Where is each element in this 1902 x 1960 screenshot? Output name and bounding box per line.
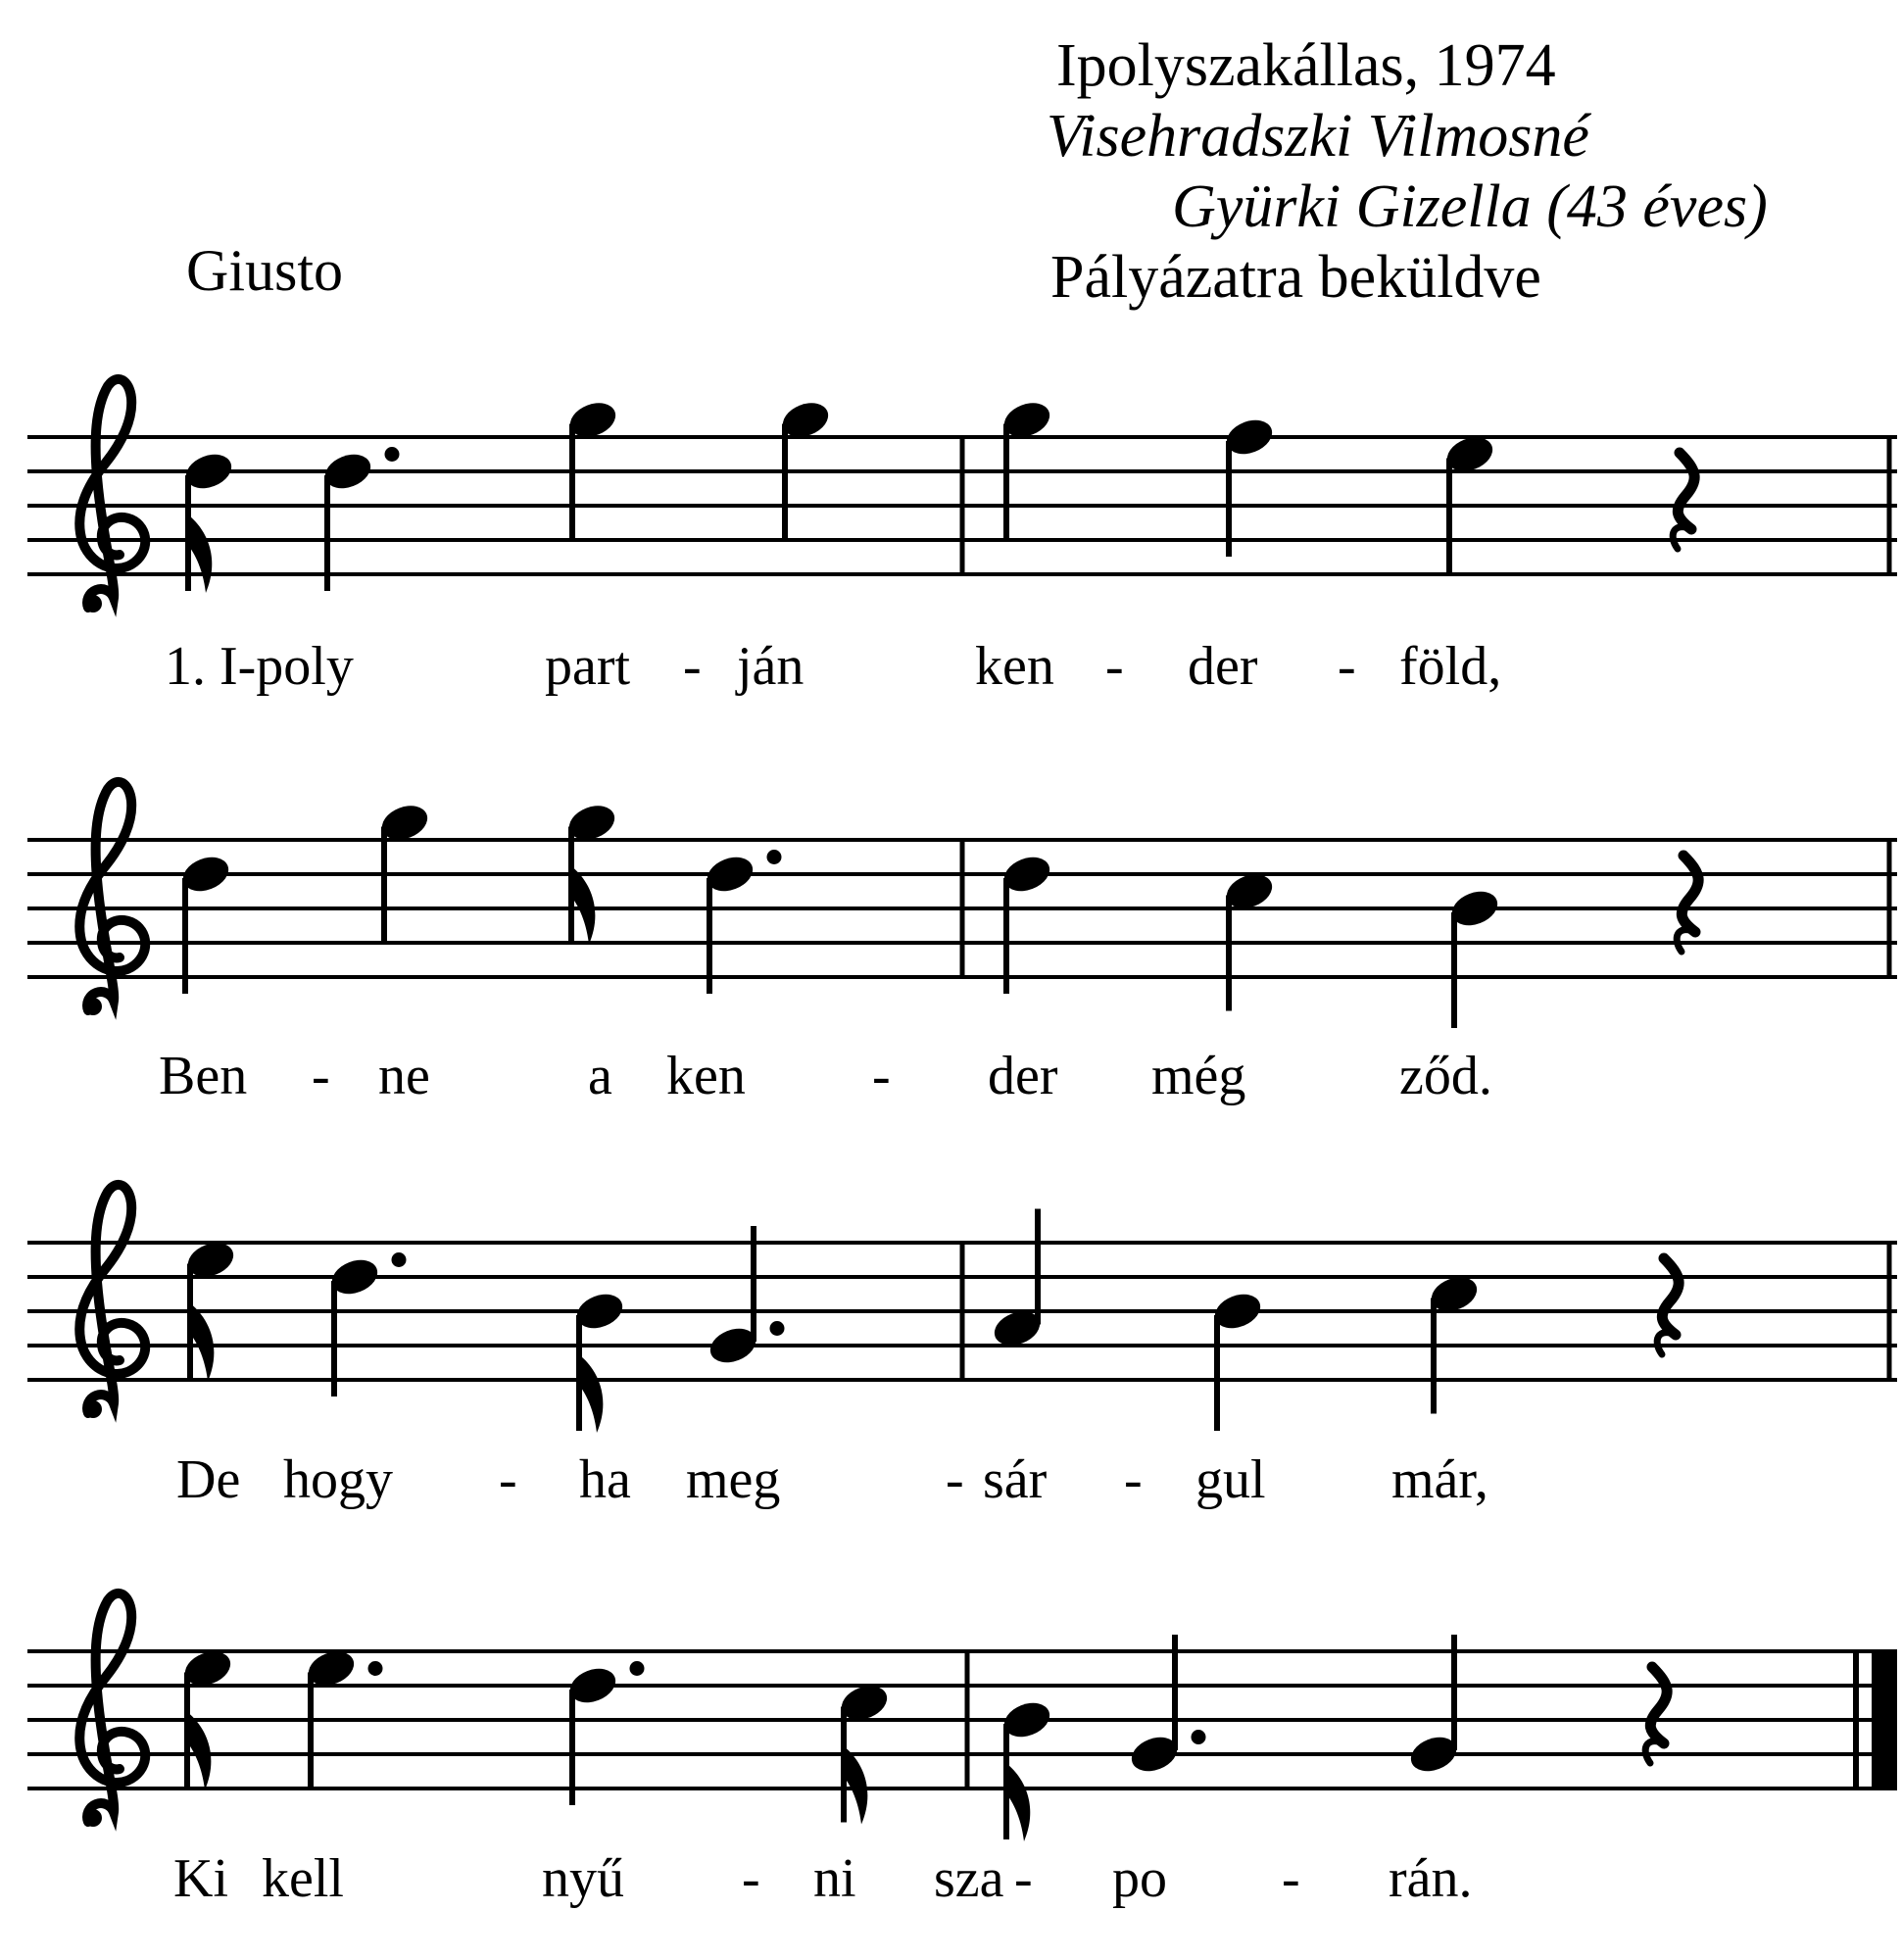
- augmentation-dot: [630, 1661, 645, 1676]
- quarter-rest-hook: [1673, 527, 1691, 549]
- treble-clef-ball: [84, 1809, 102, 1827]
- lyric-syllable: po: [1112, 1848, 1167, 1909]
- lyric-syllable: nyű: [542, 1848, 624, 1909]
- lyric-syllable: meg: [686, 1449, 781, 1510]
- lyric-syllable: sár: [983, 1449, 1048, 1510]
- header-line-4: Pályázatra beküldve: [1050, 244, 1541, 311]
- lyric-syllable: I-poly: [219, 636, 354, 697]
- lyric-syllable: ződ.: [1399, 1046, 1492, 1106]
- header-line-3: Gyürki Gizella (43 éves): [1172, 173, 1768, 240]
- lyric-syllable: Ki: [173, 1848, 228, 1909]
- lyric-syllable: hogy: [283, 1449, 393, 1510]
- lyric-hyphen: -: [312, 1046, 330, 1106]
- quarter-rest-icon: [1662, 1258, 1679, 1335]
- lyric-hyphen: -: [742, 1848, 760, 1909]
- lyric-syllable: még: [1151, 1046, 1246, 1106]
- lyric-syllable: ne: [378, 1046, 430, 1106]
- quarter-rest-hook: [1657, 1333, 1676, 1354]
- lyric-hyphen: -: [1124, 1449, 1143, 1510]
- lyric-syllable: rán.: [1389, 1848, 1473, 1909]
- lyric-syllable: De: [176, 1449, 241, 1510]
- augmentation-dot: [770, 1321, 785, 1336]
- lyric-hyphen: -: [1014, 1848, 1033, 1909]
- lyric-syllable: der: [988, 1046, 1058, 1106]
- lyric-syllable: part: [545, 636, 631, 697]
- lyric-hyphen: -: [1105, 636, 1124, 697]
- lyric-hyphen: -: [683, 636, 702, 697]
- lyric-syllable: kell: [262, 1848, 344, 1909]
- quarter-rest-icon: [1650, 1667, 1667, 1743]
- treble-clef-ball: [84, 595, 102, 612]
- quarter-rest-hook: [1645, 1741, 1664, 1763]
- lyric-syllable: ni: [813, 1848, 856, 1909]
- lyric-syllable: Ben: [159, 1046, 248, 1106]
- treble-clef-ball: [84, 1400, 102, 1418]
- lyric-hyphen: -: [1282, 1848, 1300, 1909]
- quarter-rest-hook: [1677, 930, 1695, 952]
- lyric-syllable: ken: [666, 1046, 746, 1106]
- augmentation-dot: [1192, 1730, 1206, 1744]
- lyric-hyphen: -: [1338, 636, 1356, 697]
- lyric-hyphen: -: [499, 1449, 517, 1510]
- augmentation-dot: [368, 1661, 383, 1676]
- lyric-syllable: föld,: [1399, 636, 1502, 697]
- augmentation-dot: [392, 1252, 407, 1267]
- lyric-hyphen: -: [946, 1449, 964, 1510]
- final-barline-thick: [1872, 1651, 1897, 1788]
- header-line-1: Ipolyszakállas, 1974: [1056, 32, 1556, 99]
- lyric-hyphen: -: [872, 1046, 891, 1106]
- tempo-marking: Giusto: [186, 238, 344, 303]
- header-line-2: Visehradszki Vilmosné: [1047, 103, 1589, 170]
- lyric-syllable: 1.: [165, 636, 206, 697]
- lyric-syllable: a: [588, 1046, 612, 1106]
- lyric-syllable: gul: [1195, 1449, 1266, 1510]
- treble-clef-ball: [84, 998, 102, 1015]
- lyric-syllable: már,: [1391, 1449, 1488, 1510]
- lyric-syllable: ken: [975, 636, 1054, 697]
- lyric-syllable: ha: [579, 1449, 631, 1510]
- lyric-syllable: ján: [737, 636, 805, 697]
- quarter-rest-icon: [1678, 453, 1694, 529]
- lyric-syllable: sza: [934, 1848, 1004, 1909]
- quarter-rest-icon: [1682, 856, 1698, 932]
- augmentation-dot: [385, 447, 400, 462]
- augmentation-dot: [767, 850, 782, 864]
- lyric-syllable: der: [1188, 636, 1258, 697]
